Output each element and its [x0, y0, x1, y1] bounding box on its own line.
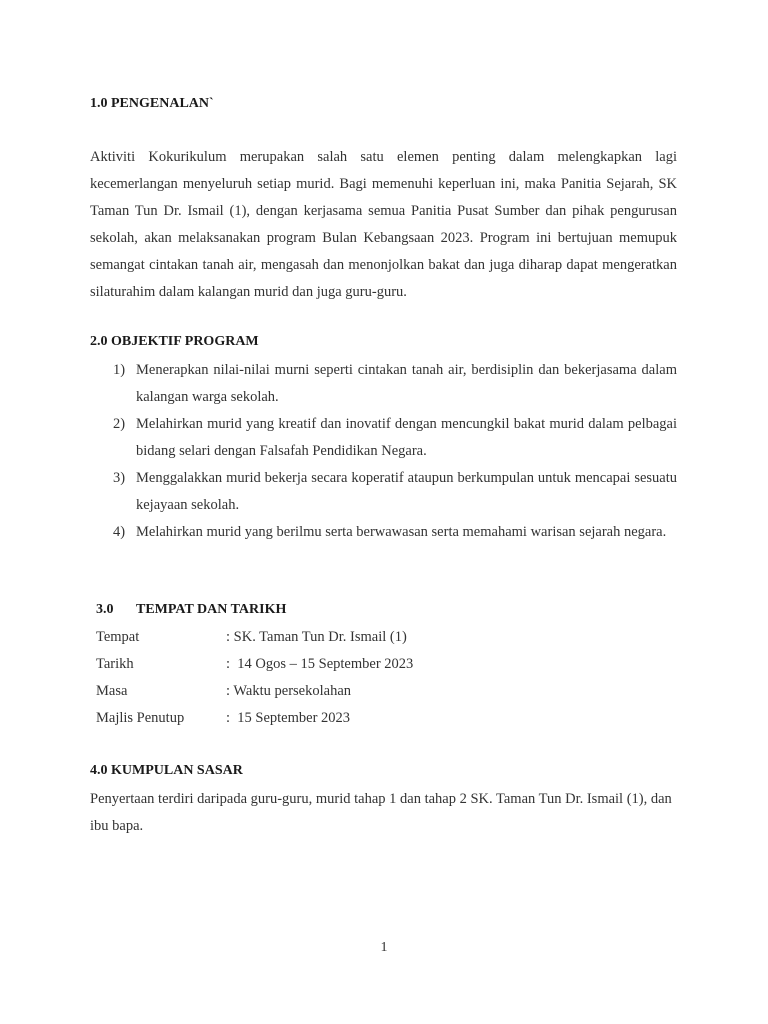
objective-item: [90, 465, 677, 519]
info-label: Tarikh: [96, 656, 134, 672]
objective-number: 3): [113, 470, 126, 486]
info-label: Tempat: [96, 629, 140, 645]
info-value: : SK. Taman Tun Dr. Ismail (1): [226, 629, 407, 645]
objective-item: [90, 357, 677, 411]
objective-item: [90, 411, 677, 465]
objective-number: 2): [113, 416, 126, 432]
objective-number: 4): [113, 524, 126, 540]
section-4-heading: 4.0 KUMPULAN SASAR: [90, 763, 243, 778]
objective-item: [90, 519, 677, 546]
page-number: 1: [380, 940, 388, 955]
section-3-heading: [96, 602, 286, 618]
info-row: [96, 651, 413, 678]
section-1-heading: 1.0 PENGENALAN`: [90, 96, 214, 111]
section-4-paragraph: Penyertaan terdiri daripada guru-guru, murid tahap 1 dan tahap 2 SK. Taman Tun Dr. Ismail (1), dan ibu bapa.: [90, 791, 672, 834]
section-3-number: 3.0: [96, 602, 114, 617]
info-label: Majlis Penutup: [96, 710, 185, 726]
objective-text: Melahirkan murid yang berilmu serta berwawasan serta memahami warisan sejarah negara.: [136, 524, 667, 540]
section-3-title: TEMPAT DAN TARIKH: [136, 602, 287, 617]
venue-date-table: [96, 624, 413, 732]
info-label: Masa: [96, 683, 128, 699]
objective-text: Menggalakkan murid bekerja secara koperatif ataupun berkumpulan untuk mencapai sesuatu kejayaan sekolah.: [136, 470, 677, 513]
section-2-heading: 2.0 OBJEKTIF PROGRAM: [90, 334, 259, 349]
objective-number: 1): [113, 362, 126, 378]
info-row: [96, 624, 413, 651]
objective-text: Menerapkan nilai-nilai murni seperti cintakan tanah air, berdisiplin dan bekerjasama dalam kalangan warga sekolah.: [136, 362, 677, 405]
info-value: : 14 Ogos – 15 September 2023: [226, 656, 414, 672]
info-row: [96, 678, 413, 705]
info-row: [96, 705, 413, 732]
info-value: : 15 September 2023: [226, 710, 351, 726]
info-value: : Waktu persekolahan: [226, 683, 351, 699]
section-1-paragraph: Aktiviti Kokurikulum merupakan salah satu elemen penting dalam melengkapkan lagi kecemerlangan menyeluruh setiap murid. Bagi memenuhi keperluan ini, maka Panitia Sejarah, SK Taman Tun Dr. Ismail (1), dengan kerjasama semua Panitia Pusat Sumber dan pihak pengurusan sekolah, akan melaksanakan program Bulan Kebangsaan 2023. Program ini bertujuan memupuk semangat cintakan tanah air, mengasah dan menonjolkan bakat dan juga diharap dapat mengeratkan silaturahim dalam kalangan murid dan juga guru-guru.: [90, 149, 677, 300]
objective-list: [90, 357, 677, 546]
objective-text: Melahirkan murid yang kreatif dan inovatif dengan mencungkil bakat murid dalam pelbagai bidang selari dengan Falsafah Pendidikan Negara.: [136, 416, 677, 459]
